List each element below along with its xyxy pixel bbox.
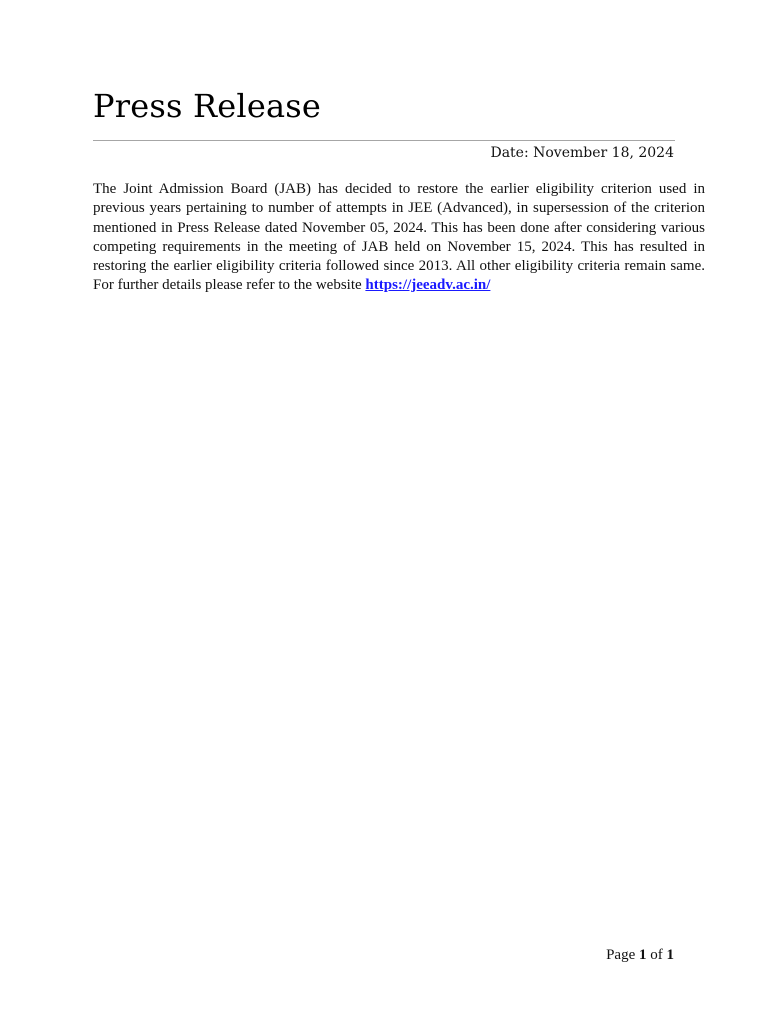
website-link[interactable]: https://jeeadv.ac.in/ [365, 277, 491, 294]
page-label: Page [606, 947, 636, 963]
release-date: Date: November 18, 2024 [490, 145, 674, 161]
total-pages-number: 1 [666, 947, 674, 963]
current-page-number: 1 [639, 947, 647, 963]
page-title: Press Release [93, 87, 322, 125]
body-paragraph-text: The Joint Admission Board (JAB) has decided to restore the earlier eligibility criterion used in previous years pertaining to number of attempts in JEE (Advanced), in supersession of the criterion mentioned in Press Release dated November 05, 2024. This has been done after considering various competing requirements in the meeting of JAB held on November 15, 2024. This has resulted in restoring the earlier eligibility criteria followed since 2013. All other eligibility criteria remain same. For further details please refer to the website [93, 181, 705, 294]
page-number-footer [606, 946, 674, 965]
press-release-body [93, 180, 705, 296]
title-divider [93, 140, 675, 141]
of-label: of [650, 947, 663, 963]
